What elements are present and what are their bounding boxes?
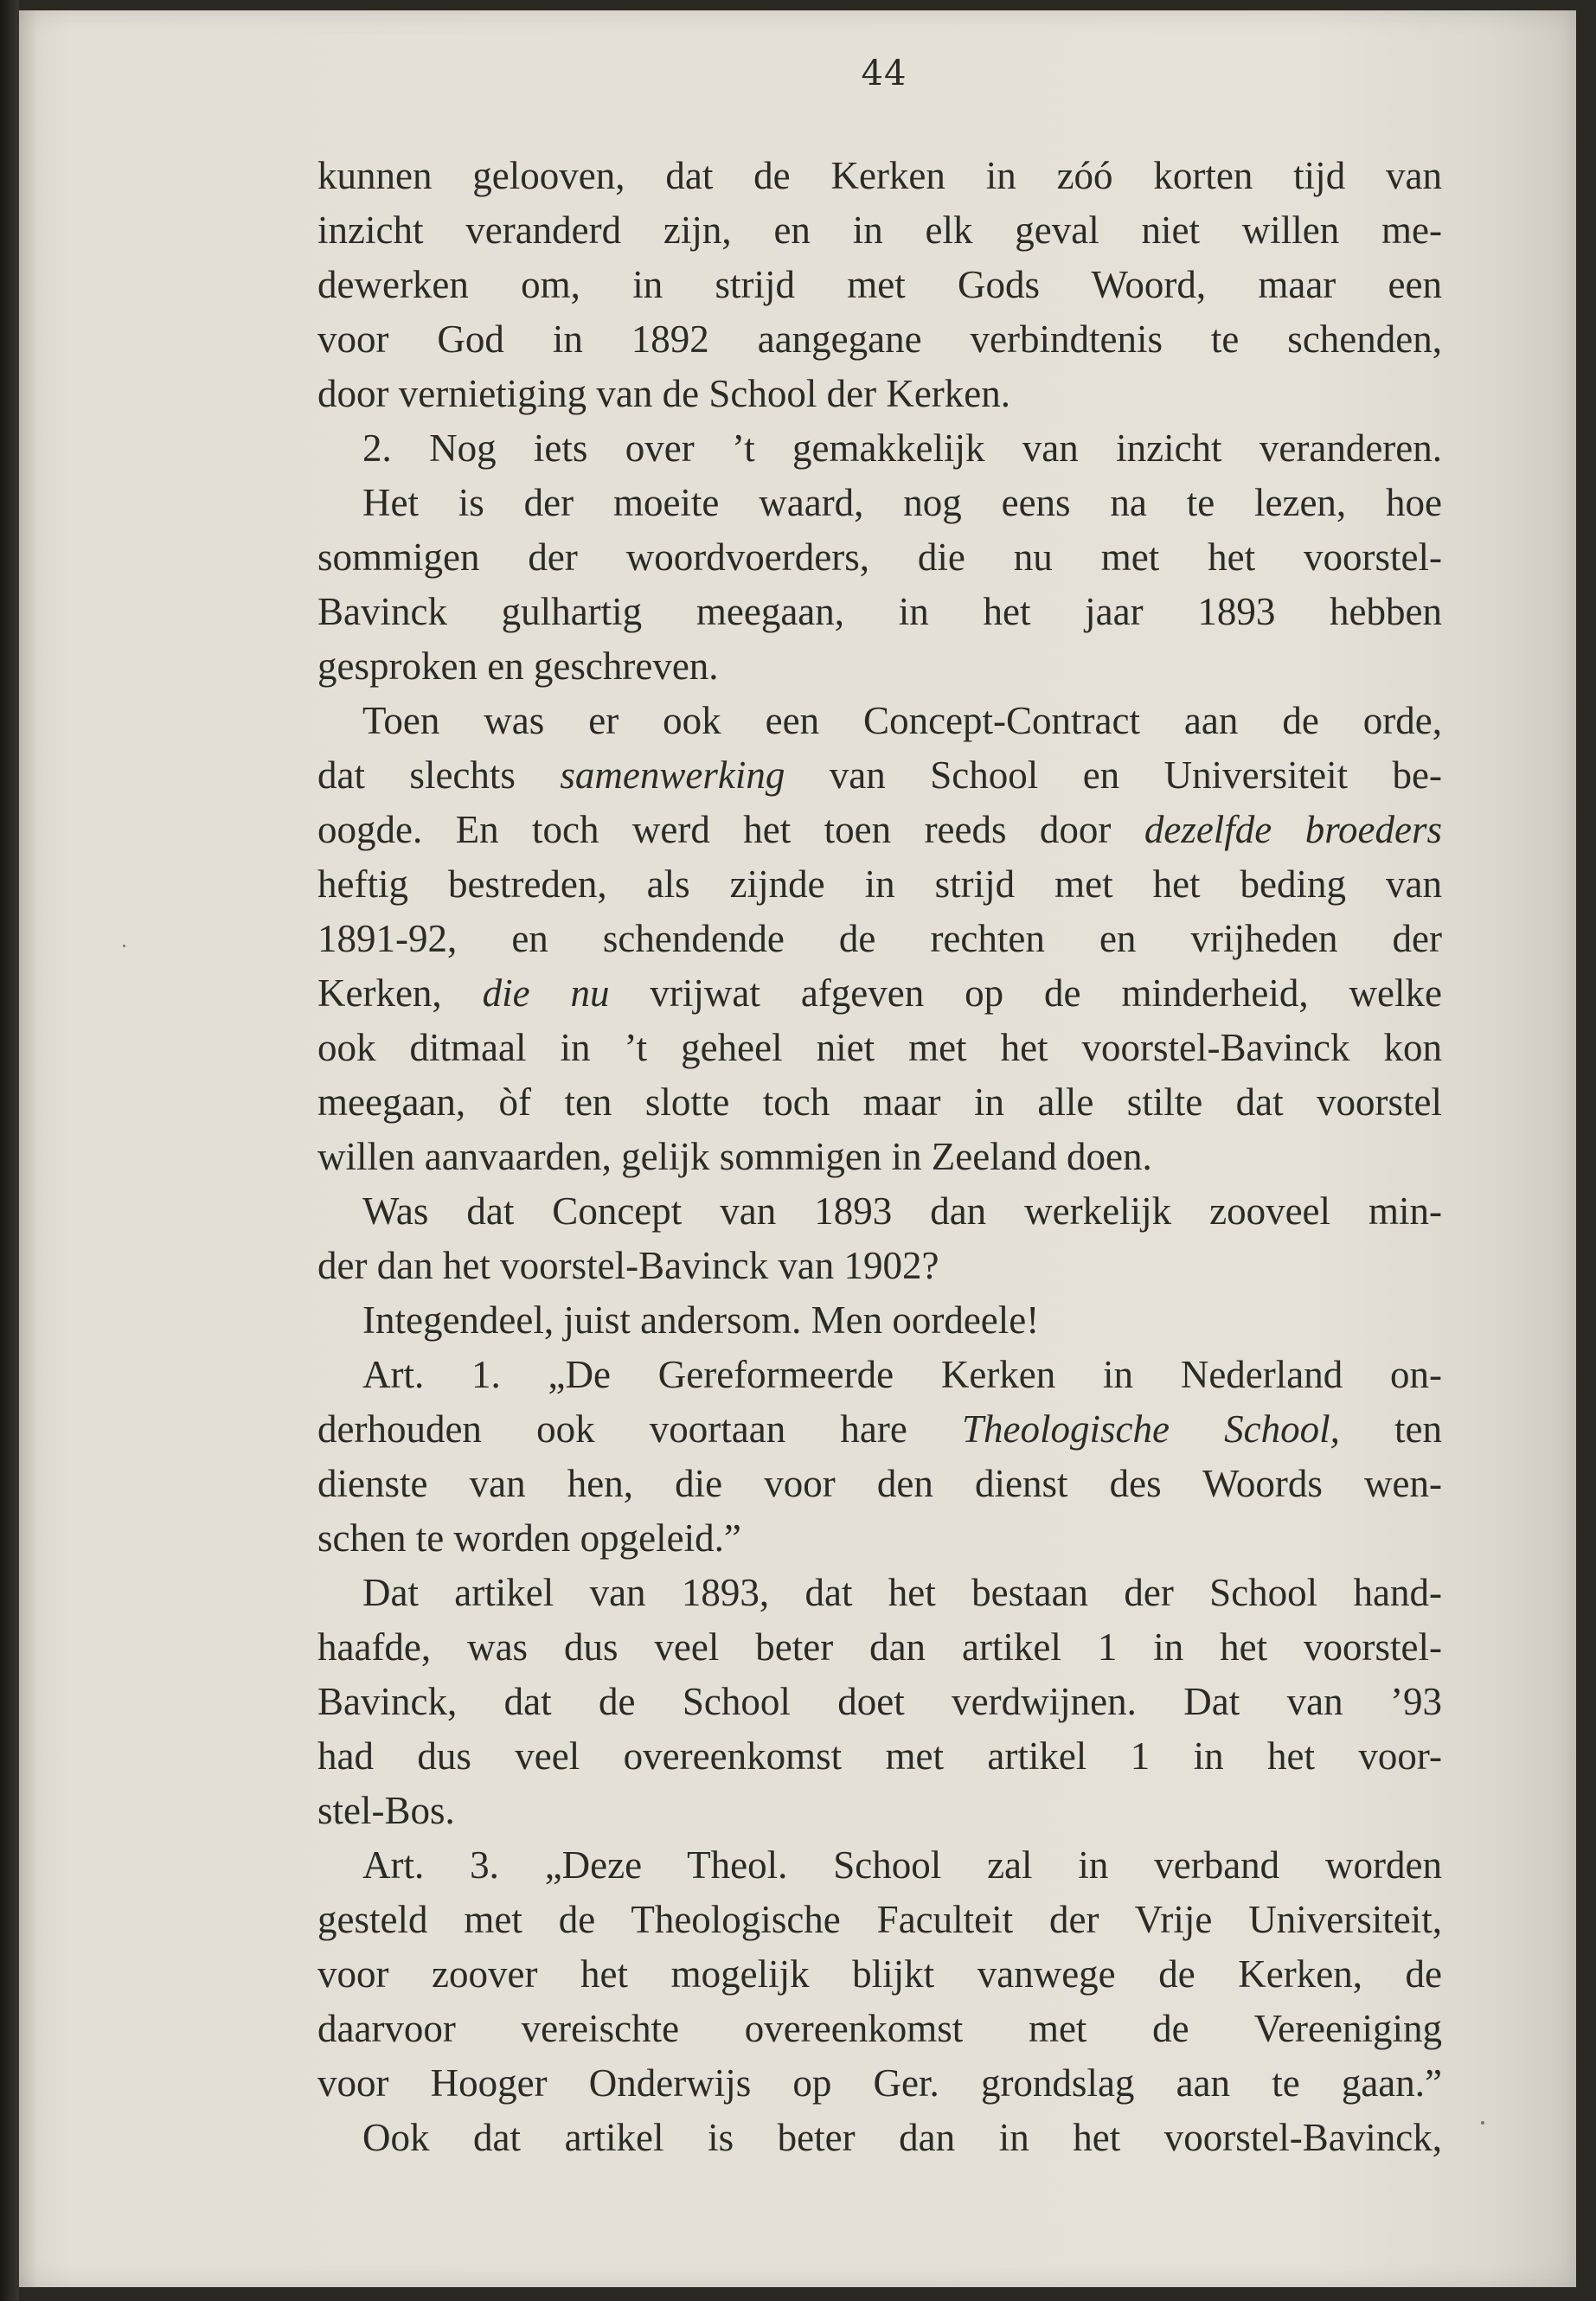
text-line: Het is der moeite waard, nog eens na te lezen, hoe (362, 481, 1442, 524)
text-line: schen te worden opgeleid.” (317, 1516, 741, 1560)
text-segment: derhouden ook voortaan hare (317, 1407, 962, 1451)
text-line: Bavinck, dat de School doet verdwijnen. Dat van ’93 (317, 1680, 1442, 1723)
text-segment: dat slechts (317, 753, 561, 797)
text-segment: Kerken, (317, 971, 483, 1015)
text-line: voor zoover het mogelijk blijkt vanwege de Kerken, de (317, 1952, 1442, 1996)
page-number: 44 (861, 54, 907, 93)
text-line: Art. 1. „De Gereformeerde Kerken in Nederland on- (362, 1353, 1442, 1396)
page-body (317, 149, 1442, 2165)
text-line: gesteld met de Theologische Faculteit der Vrije Universiteit, (317, 1898, 1442, 1941)
text-line: dienste van hen, die voor den dienst des Woords wen- (317, 1462, 1442, 1505)
italic-emphasis: samenwerking (560, 753, 785, 797)
text-line: voor Hooger Onderwijs op Ger. grondslag aan te gaan.” (317, 2061, 1442, 2105)
text-line: Integendeel, juist andersom. Men oordeele! (362, 1298, 1040, 1342)
text-line: 2. Nog iets over ’t gemakkelijk van inzicht veranderen. (362, 426, 1442, 470)
text-line: Ook dat artikel is beter dan in het voorstel-Bavinck, (362, 2116, 1442, 2159)
text-line: had dus veel overeenkomst met artikel 1 in het voor- (317, 1734, 1442, 1778)
text-line: gesproken en geschreven. (317, 644, 719, 688)
italic-emphasis: Theologische School, (961, 1407, 1340, 1451)
text-line: willen aanvaarden, gelijk sommigen in Zeeland doen. (317, 1135, 1152, 1178)
text-line (317, 966, 1442, 1021)
text-line: haafde, was dus veel beter dan artikel 1 in het voorstel- (317, 1625, 1442, 1669)
text-line: Dat artikel van 1893, dat het bestaan der School hand- (362, 1571, 1442, 1614)
italic-emphasis: dezelfde broeders (1144, 808, 1442, 851)
text-segment: oogde. En toch werd het toen reeds door (317, 808, 1144, 851)
text-segment: vrijwat afgeven op de minderheid, welke (609, 971, 1442, 1015)
text-line: Art. 3. „Deze Theol. School zal in verband worden (362, 1843, 1442, 1887)
page-gutter-shadow (0, 0, 19, 2301)
paper-speck (123, 945, 125, 947)
text-line: sommigen der woordvoerders, die nu met het voorstel- (317, 535, 1442, 579)
text-line: heftig bestreden, als zijnde in strijd met het beding van (317, 862, 1442, 906)
text-line: der dan het voorstel-Bavinck van 1902? (317, 1244, 939, 1287)
text-segment: van School en Universiteit be- (785, 753, 1442, 797)
text-line: ook ditmaal in ’t geheel niet met het voorstel-Bavinck kon (317, 1026, 1442, 1069)
italic-emphasis: die nu (482, 971, 610, 1015)
book-page (19, 10, 1576, 2287)
text-segment: ten (1339, 1407, 1442, 1451)
text-line: stel-Bos. (317, 1789, 455, 1832)
text-line: door vernietiging van de School der Kerken. (317, 372, 1011, 415)
text-line: inzicht veranderd zijn, en in elk geval niet willen me- (317, 208, 1442, 252)
text-line: daarvoor vereischte overeenkomst met de Vereeniging (317, 2007, 1442, 2050)
text-line: voor God in 1892 aangegane verbindtenis te schenden, (317, 317, 1442, 361)
text-line (317, 748, 1442, 803)
text-line (317, 803, 1442, 857)
text-line: dewerken om, in strijd met Gods Woord, maar een (317, 263, 1442, 306)
text-line: kunnen gelooven, dat de Kerken in zóó korten tijd van (317, 154, 1442, 197)
paper-speck (1481, 2121, 1484, 2125)
text-line: Toen was er ook een Concept-Contract aan de orde, (362, 699, 1442, 742)
text-line: 1891-92, en schendende de rechten en vrijheden der (317, 917, 1442, 960)
text-line (317, 1402, 1442, 1457)
text-line: meegaan, òf ten slotte toch maar in alle stilte dat voorstel (317, 1080, 1442, 1124)
text-line: Was dat Concept van 1893 dan werkelijk zooveel min- (362, 1189, 1442, 1233)
text-line: Bavinck gulhartig meegaan, in het jaar 1893 hebben (317, 590, 1442, 633)
